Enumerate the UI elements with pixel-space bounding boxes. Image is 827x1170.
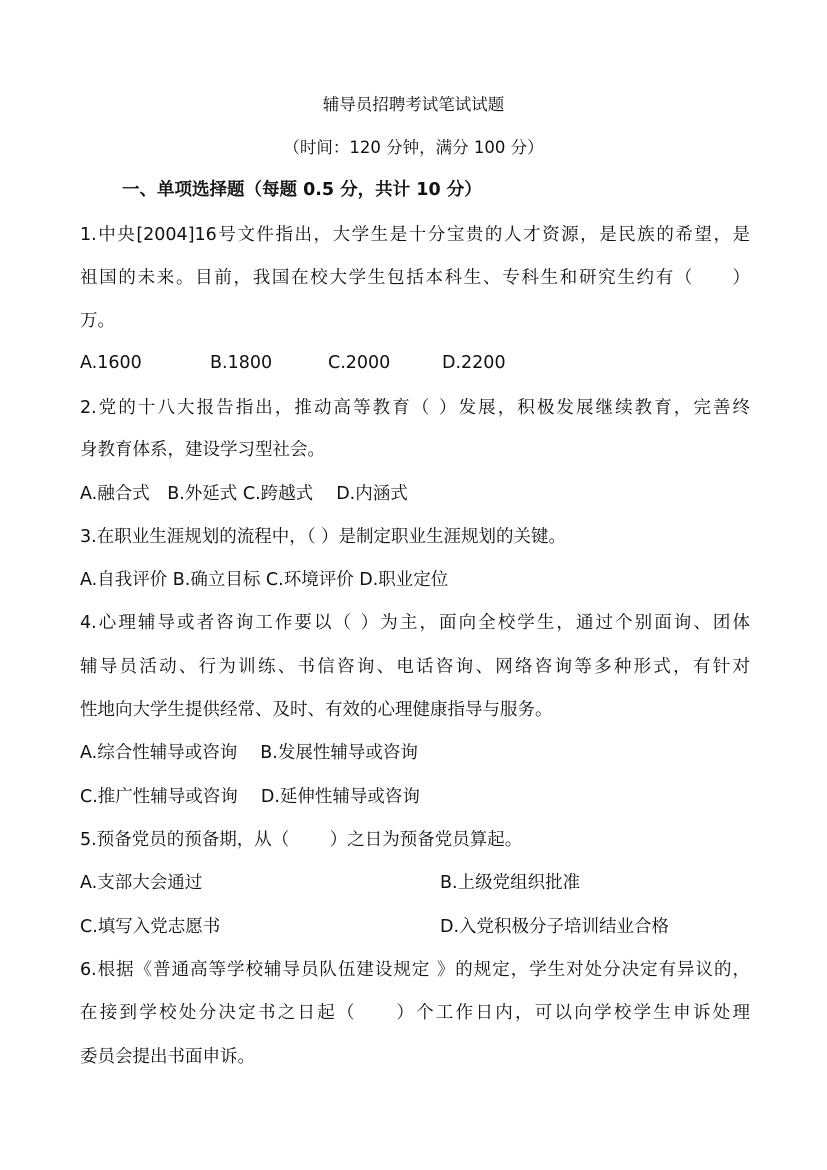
question-1-option-a: A.1600 bbox=[80, 353, 142, 373]
question-3-line-1: 3.在职业生涯规划的流程中，（ ）是制定职业生涯规划的关键。 bbox=[80, 527, 567, 547]
question-4-line-1: 4.心理辅导或者咨询工作要以（ ）为主，面向全校学生，通过个别面询、团体 bbox=[80, 613, 750, 633]
question-2-line-1: 2.党的十八大报告指出，推动高等教育（ ）发展，积极发展继续教育，完善终 bbox=[80, 398, 750, 418]
question-5-line-1: 5.预备党员的预备期，从（ ）之日为预备党员算起。 bbox=[80, 830, 523, 850]
question-6-line-3: 委员会提出书面申诉。 bbox=[80, 1047, 255, 1067]
question-4-options-1: A.综合性辅导或咨询 B.发展性辅导或咨询 bbox=[80, 743, 418, 763]
section-heading: 一、单项选择题（每题 0.5 分，共计 10 分） bbox=[122, 180, 482, 200]
page-subtitle: （时间：120 分钟，满分 100 分） bbox=[283, 138, 544, 157]
question-1-line-3: 万。 bbox=[80, 311, 115, 331]
question-4-line-2: 辅导员活动、行为训练、书信咨询、电话咨询、网络咨询等多种形式，有针对 bbox=[80, 657, 750, 677]
question-2-options: A.融合式 B.外延式 C.跨越式 D.内涵式 bbox=[80, 484, 408, 504]
page-title: 辅导员招聘考试笔试试题 bbox=[322, 95, 505, 114]
question-1-option-b: B.1800 bbox=[210, 353, 273, 373]
question-4-line-3: 性地向大学生提供经常、及时、有效的心理健康指导与服务。 bbox=[80, 700, 553, 720]
question-5-option-a: A.支部大会通过 bbox=[80, 873, 203, 893]
question-6-line-2: 在接到学校处分决定书之日起（ ）个工作日内，可以向学校学生申诉处理 bbox=[80, 1003, 750, 1023]
question-2-line-2: 身教育体系，建设学习型社会。 bbox=[80, 440, 325, 460]
question-1-line-1: 1.中央[2004]16号文件指出，大学生是十分宝贵的人才资源，是民族的希望，是 bbox=[80, 225, 750, 245]
question-1-option-c: C.2000 bbox=[328, 353, 391, 373]
question-4-options-2: C.推广性辅导或咨询 D.延伸性辅导或咨询 bbox=[80, 787, 420, 807]
question-5-option-b: B.上级党组织批准 bbox=[440, 873, 581, 893]
question-5-option-d: D.入党积极分子培训结业合格 bbox=[440, 917, 670, 937]
question-6-line-1: 6.根据《普通高等学校辅导员队伍建设规定 》的规定，学生对处分决定有异议的， bbox=[80, 960, 750, 980]
question-1-line-2: 祖国的未来。目前，我国在校大学生包括本科生、专科生和研究生约有（ ） bbox=[80, 268, 750, 288]
question-5-option-c: C.填写入党志愿书 bbox=[80, 917, 221, 937]
question-1-option-d: D.2200 bbox=[442, 353, 506, 373]
question-3-options: A.自我评价 B.确立目标 C.环境评价 D.职业定位 bbox=[80, 570, 449, 590]
